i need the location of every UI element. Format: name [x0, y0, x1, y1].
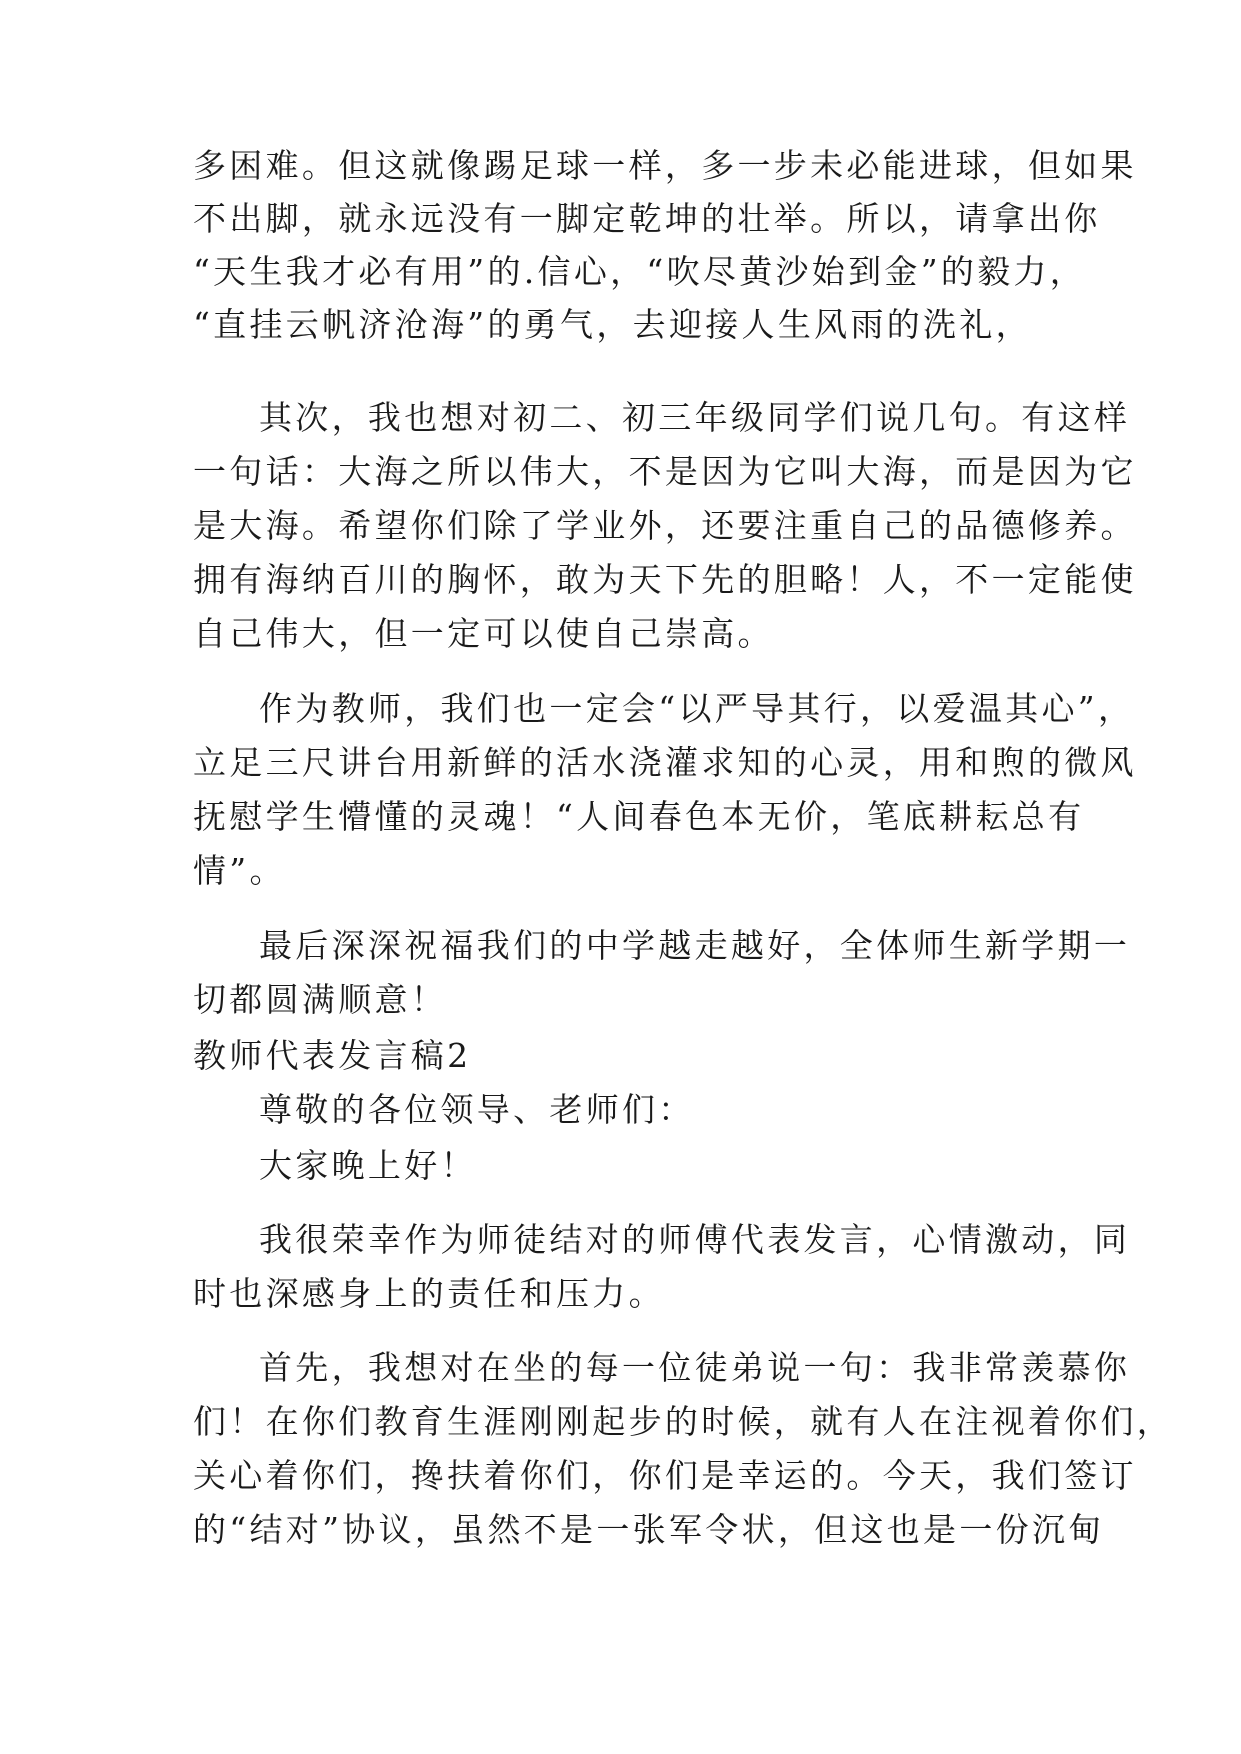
- text-line: 拥有海纳百川的胸怀，敢为天下先的胆略！人，不一定能使: [193, 560, 1137, 599]
- text-line: 多困难。但这就像踢足球一样，多一步未必能进球，但如果: [193, 146, 1137, 185]
- text-line: 切都圆满顺意！: [193, 980, 448, 1019]
- paragraph-start-line: 我很荣幸作为师徒结对的师傅代表发言，心情激动，同: [259, 1220, 1131, 1259]
- paragraph-start-line: 其次，我也想对初二、初三年级同学们说几句。有这样: [259, 398, 1131, 437]
- text-line: 们！在你们教育生涯刚刚起步的时候，就有人在注视着你们，: [193, 1402, 1174, 1441]
- text-line: 的“结对”协议，虽然不是一张军令状，但这也是一份沉甸: [193, 1510, 1105, 1549]
- text-line: 情”。: [193, 851, 286, 890]
- salutation-line: 尊敬的各位领导、老师们：: [259, 1090, 695, 1129]
- text-line: 抚慰学生懵懂的灵魂！“人间春色本无价，笔底耕耘总有: [193, 797, 1085, 836]
- paragraph-start-line: 作为教师，我们也一定会“以严导其行，以爱温其心”，: [259, 689, 1135, 728]
- text-line: 不出脚，就永远没有一脚定乾坤的壮举。所以，请拿出你: [193, 199, 1101, 238]
- text-line: 一句话：大海之所以伟大，不是因为它叫大海，而是因为它: [193, 452, 1137, 491]
- text-line: “直挂云帆济沧海”的勇气，去迎接人生风雨的洗礼，: [193, 305, 1032, 344]
- text-line: 是大海。希望你们除了学业外，还要注重自己的品德修养。: [193, 506, 1137, 545]
- paragraph-start-line: 首先，我想对在坐的每一位徒弟说一句：我非常羡慕你: [259, 1348, 1131, 1387]
- section-heading: 教师代表发言稿2: [193, 1036, 472, 1075]
- text-line: 立足三尺讲台用新鲜的活水浇灌求知的心灵，用和煦的微风: [193, 743, 1137, 782]
- text-line: “天生我才必有用”的.信心，“吹尽黄沙始到金”的毅力，: [193, 252, 1087, 291]
- text-line: 时也深感身上的责任和压力。: [193, 1274, 665, 1313]
- text-line: 关心着你们，搀扶着你们，你们是幸运的。今天，我们签订: [193, 1456, 1137, 1495]
- paragraph-start-line: 最后深深祝福我们的中学越走越好，全体师生新学期一: [259, 926, 1131, 965]
- greeting-line: 大家晚上好！: [259, 1146, 477, 1185]
- text-line: 自己伟大，但一定可以使自己崇高。: [193, 614, 774, 653]
